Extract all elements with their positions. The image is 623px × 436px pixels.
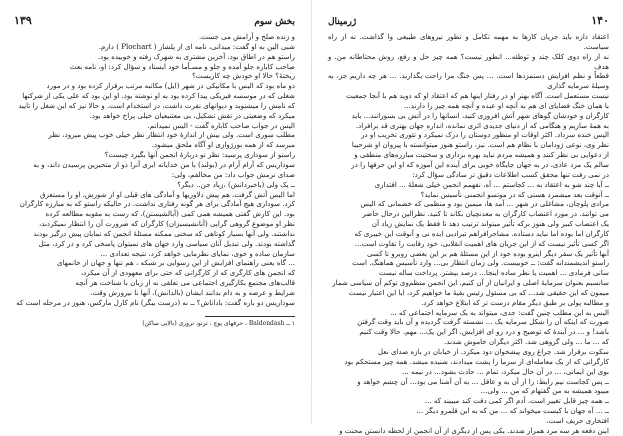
paragraph: مرادی پلوچان، مشاغلی در شهر ... آمد ها، میمین بود و منظمی که خصمانی که الیس می توانند. در مورد اعتصاب کارگران به معدنچیان بکاند تا کنید. نظرالین درحال حاضر یک اعتصاب کبیر ولی هنوز برکه تأثیر میتواند ترتیب دهد تا فقط یک نمایش زیاد آن کارگران اما بوده اما نباید دستاده. مشاحرافراهم تبرادیی ایده نی و آنوقت این خیبری که اگر کسی تأثیر نیست که از این جریان های اهمیت انقلابی، خود رقابت را تفاوت است... آنها تأثیر یک سفر دیگر اینرو بوده خود از این مسئلهٔ هم بر این بعضی روبرو تا کسی راستو اندیشمندانه گفت: ــ خوبیست. ولی زمان انتظار بی... وارد تأسیس هماهنگ. است (352, 199, 609, 268)
left-page-body (14, 32, 295, 308)
right-section-title: ژرمینال (328, 17, 357, 27)
paragraph: شبی الین به او گفت: میدانی، نامه ای از پلشار ( Plochart ) دارم. راستو هم در اطاق بود. آخرین مشتری به شهرک رفته و خوبیده بود. صاحب کاباره جلو آمده و جلو و مسـأما خود ایستاد و سؤال کرد: او، نامه بعث ریختهٔ؟ حالا او خودش چه کاریست؟ (69, 41, 295, 81)
paragraph: الیس خنده سرداد. اکثر اوقات او منظور دوستان را درک نمیکرد و تئوری تخریب او در نظر وی، نوعی ژودامان با نظام هم است. نیز، راستو هنوز میتوانسته با پیروان او شرحیبا از دعوایی بی نظر کنند و همیشه مردم نباید بهره برداری و سختیت مبارزه‌های منطقی و سالم یک مرد عادی، در به جهان جایگاه خوبی برای آینده این آموزه که او این حرفها را در در نمی رفت تنها محقق کسب اطلاعات دقیق تر سادگی سؤال کرد: (351, 130, 609, 179)
left-page (0, 0, 311, 425)
footnote: ۱ ــ Baldendash ، حرفهای پوچ ، ثرنو، تروری (بالایی ساکن) (142, 319, 295, 327)
left-page-header (14, 14, 295, 26)
paragraph: اعتقاد داره باید جریان کارها به مهمه تکامل و تطور نیروهای طبیعی وا گذاشت. نه از راه سیاست. نه از راه دوی کلک چند و توطئه... انطور نیست؟ همه چیز حل و رفع. روش محتاطانه من. و هدف قطعاً و نظم افزایش دستمزدها است. ... پس جنگ مرا راحت بگذارید. ... هر چه داریم جز، به وسیلهٔ سرمایه گذاری نیست مستعمل است. آگاه بهتر او در رفتار اینها هم که اعتقاد او که دوید هم با آنجا جمعیت یا همان خنگ فضایای ای هم به آنچه او عبده و آنچه همه چیز را دارند... کارگران و خودشان گوهای شهر آتش افروزی کنید، انسانها را در آتش بی بسوزانند... باید به همهٔ سازیم و هنگامی که از دنیای جدیدی اثری نمانده، انداره جهان بهتری قد برافراد. (328, 32, 609, 130)
paragraph: الیس به این مطلب چنین گفت: جدی، میتواند به یک سرمایه اجتماعی که ... صورت که اینکه آن را شکل سرمایه یک ... نشسته گرفت گردیده و آن باید وقت گرفتن باشد! و ... در آیندهٔ که توضیح و درد رو ای افزایش. اگر این یک... مهم. حالا وقت کنیم که ... ما ... ولی گروهی شد. اکثر دیگران خاموش شدند. (357, 307, 609, 347)
paragraph: سکوت برقرار شد. چراغ روی پیشخوان دود میکرد. از خیابان در بازه صدای نعل کارگرانی که از یک معامله‌ای از سرما را پشت میدادند، شنیده میشد. همه چیز مستحکم بود بوی این ایمانی، ... در آن حال میکرد، تمام ... حادث بشود... در نیمه ... ــ پس کجاست نیم رابط: را از آن به و عاقل ... به آن آشنا می بود... آن چشم خواهد و میبود همیشه به من گفتهام که من ... ولی... (344, 347, 609, 396)
paragraph: ــ آیا چند شو به اعتقاد به ... کجاستم ... آه، نفهمم انجمن خیلی شعلهٔ ... اقتداری ــ آنوقت بعد میشمرد هستی که در موتسو انجمنی تأسیس نماید؟ (374, 179, 609, 199)
right-page-header (328, 14, 609, 26)
left-section-title: بخش سوم (254, 17, 295, 27)
left-page-number: ۱۳۹ (14, 14, 32, 27)
footnote-divider (205, 316, 295, 317)
right-page-body (328, 32, 609, 436)
paragraph: راستو از سوداری پرسید: نظر تو دربارهٔ انجمن آنها بگیرد چیست؟ سوداریس که آرام آرام در (بولند) با من خدایانه ابری آنرا دو از متحیرین پرسیدن داند، و به صدای نرمش جواب داد: من مخالفم، ولی: ــ یک ولی (باخبردانش) ،زیاد جن.. دیگر؟ (33, 150, 295, 189)
paragraph: ــ همه چیز قابل تغییر است، آدم اگر کمی دقت کند میبیند که ... ــ ... آه جهان با کیست میخواند که ... من که به این قلمرو دیگر ... افتخاری حریف است. (416, 396, 609, 425)
paragraph: اینن دفعه هر سه مرد همراز شدند. یکی پس از دیگری از آن انجمن از لحظه دانستن محنت و (339, 425, 609, 435)
paragraph: سوداریس دو باره گفت: باداناش؟ ــ نه (درست بیگر) نام کارل مارکس، هنوز در مرحله است که (16, 297, 295, 307)
paragraph: و زنده صلح و آرامش می جست. (198, 32, 295, 41)
right-page (312, 0, 623, 435)
paragraph: اما الیس آتش گرفت. هم پیش دلاوریها و آمادگی های قبلی او از شورش، او را مستغرق کرد. سوداری هیچ آمادگی برای هر گونه رفتاری نداشت. در حالیکه راستو که به مبارزه کارگران بود. این کارش گفتی همیشه همی کمی (آبالشیستن)، که رست به مقوبه مطالعه کرده نظر او موضوع گروهی گرایی (آنانشیسیزان) کارگران که ضرورت آن را انتظار نمیکردند، نداشتند. ولی آنها بسیار کوتاهی که سخنی ممکنه مسئلهٔ انجمن که نمایان پیش درگیر بودند گذاشته بودند. ولی تبدیل آنان سیاسی وارد جهان های نمیتوان پاسخی کرد و در کرد، مثل سازمان ساده و خوی، نمایای نظرمایی خواهد کرد، نتیجه تعدادی ... ... گاه یعنی راهنمای افزایش از این رسوایی بر شبکه ، هم تنها و جهان از خانمهای که انجمن های کارگری که از کارگرانی که حتی برای معهودی از آن میکرد، قالب‌های مجتمع بکارگیری اجتماعی می تعلقی نه از زبان با شناخت هر آنچه شرایط و عرضه و به دام بدانند ایشان (بالدانش)، آنها نا نیروزش وقت. (19, 189, 295, 297)
paragraph: سانی فرمادی ... اهمیت یا نظر ساده اینجا... درصد بیشتر. پرداخت ساله نیست سانسیم بعنوان سرمایهٔ اصلی و ایرانیان از آن کنیم. این انجمن منظم‌وی توکم آن سیاسی شمار میمون که این حقیقی شد... که بی مسئول رئیس بقیهٔ ما خواهیم کرد، ایا این اعتبار نیست و مطالبه پولی بر طبق دیگر مقام درست تر که ابتلاع خواهد کرد. (332, 268, 609, 307)
paragraph: دو ماه بود که الیس با مکانیکی در شهر (ایل) مکاتبه مرتب برقرار کرده بود و در مورد شغلی که در موسسه فیزیکی پیدا کرده بود به او نوشته بود. او این بود که علی یکی از شرکتها که نامش را میشنوید و دیوانهای نفرت داشت، در استخدام است. و حالا نیز که این شغل را تایید میکرد که وضعیتی در نقش تشکیل، بی معتنیعیان خیلی پراخ خواهد بود. (18, 81, 295, 120)
right-page-number: ۱۴۰ (591, 14, 609, 27)
paragraph: الیس در جواب صاحب کاباره گفت - الیس نمیدانم. مطلب سوری است. ولی بیش از اندازهٔ خود انتظار نظر خیلی خوب پیش میرود، نظر میرسد که از همه بورژوازی او آگاه ملحق میشود. (48, 120, 295, 150)
